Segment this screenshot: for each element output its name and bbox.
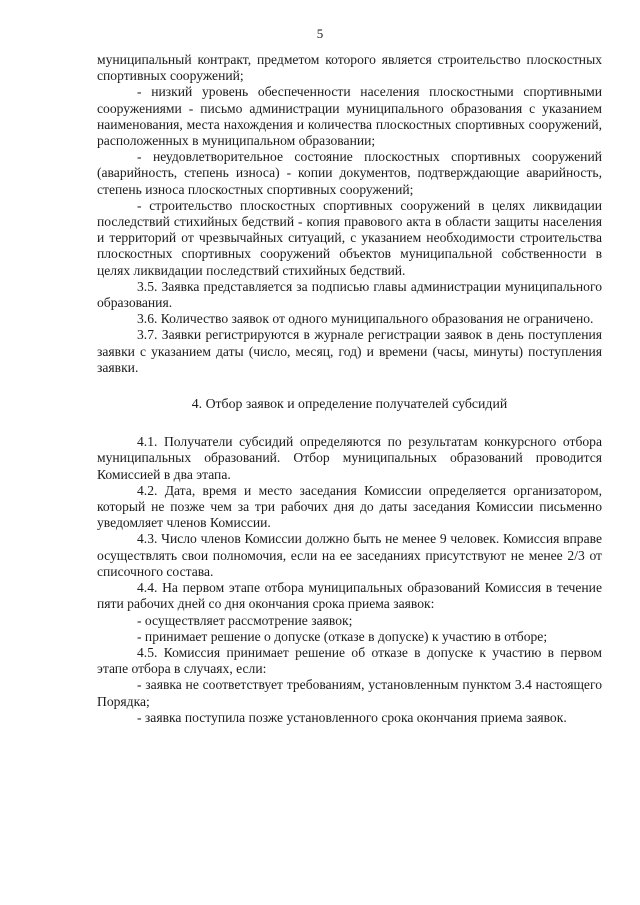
paragraph: 4.3. Число членов Комиссии должно быть не менее 9 человек. Комиссия вправе осуществлять свои полномочия, если на ее заседаниях присутствуют не менее 2/3 от списочного состава. xyxy=(97,531,602,579)
section-heading: 4. Отбор заявок и определение получателей субсидий xyxy=(191,396,508,412)
list-item: - осуществляет рассмотрение заявок; xyxy=(137,612,353,628)
list-item: - заявка поступила позже установленного срока окончания приема заявок. xyxy=(137,709,567,725)
document-body xyxy=(97,52,602,726)
list-item: - принимает решение о допуске (отказе в допуске) к участию в отборе; xyxy=(137,628,548,644)
paragraph: - низкий уровень обеспеченности населения плоскостными спортивными сооружениями - письмо администрации муниципального образования с указанием наименования, места нахождения и количества плоскостных спортивных сооружений, расположенных в муниципальном образовании; xyxy=(97,84,602,149)
paragraph: муниципальный контракт, предметом которого является строительство плоскостных спортивных сооружений; xyxy=(97,52,602,84)
paragraph: 4.1. Получатели субсидий определяются по результатам конкурсного отбора муниципальных образований. Отбор муниципальных образований проводится Комиссией в два этапа. xyxy=(97,434,602,482)
paragraph: 4.2. Дата, время и место заседания Комиссии определяется организатором, который не позже чем за три рабочих дня до даты заседания Комиссии письменно уведомляет членов Комиссии. xyxy=(97,482,602,531)
paragraph: 3.5. Заявка представляется за подписью главы администрации муниципального образования. xyxy=(97,278,602,311)
list-item: - заявка не соответствует требованиям, установленным пунктом 3.4 настоящего Порядка; xyxy=(97,677,602,709)
paragraph: 4.5. Комиссия принимает решение об отказе в допуске к участию в первом этапе отбора в случаях, если: xyxy=(97,644,602,677)
paragraph: 4.4. На первом этапе отбора муниципальных образований Комиссия в течение пяти рабочих дней со дня окончания срока приема заявок: xyxy=(97,580,602,612)
paragraph: - строительство плоскостных спортивных сооружений в целях ликвидации последствий стихийных бедствий - копия правового акта в области защиты населения и территорий от чрезвычайных ситуаций, с указанием необходимости строительства плоскостных спортивных сооружений объектов муниципальной собственности в целях ликвидации последствий стихийных бедствий. xyxy=(97,197,602,278)
paragraph: - неудовлетворительное состояние плоскостных спортивных сооружений (аварийность, степень износа) - копии документов, подтверждающие аварийность, степень износа плоскостных спортивных сооружений; xyxy=(97,149,602,197)
paragraph: 3.6. Количество заявок от одного муниципального образования не ограничено. xyxy=(137,311,594,327)
paragraph: 3.7. Заявки регистрируются в журнале регистрации заявок в день поступления заявки с указанием даты (число, месяц, год) и времени (часы, минуты) поступления заявки. xyxy=(97,327,602,375)
page-number: 5 xyxy=(316,26,324,41)
